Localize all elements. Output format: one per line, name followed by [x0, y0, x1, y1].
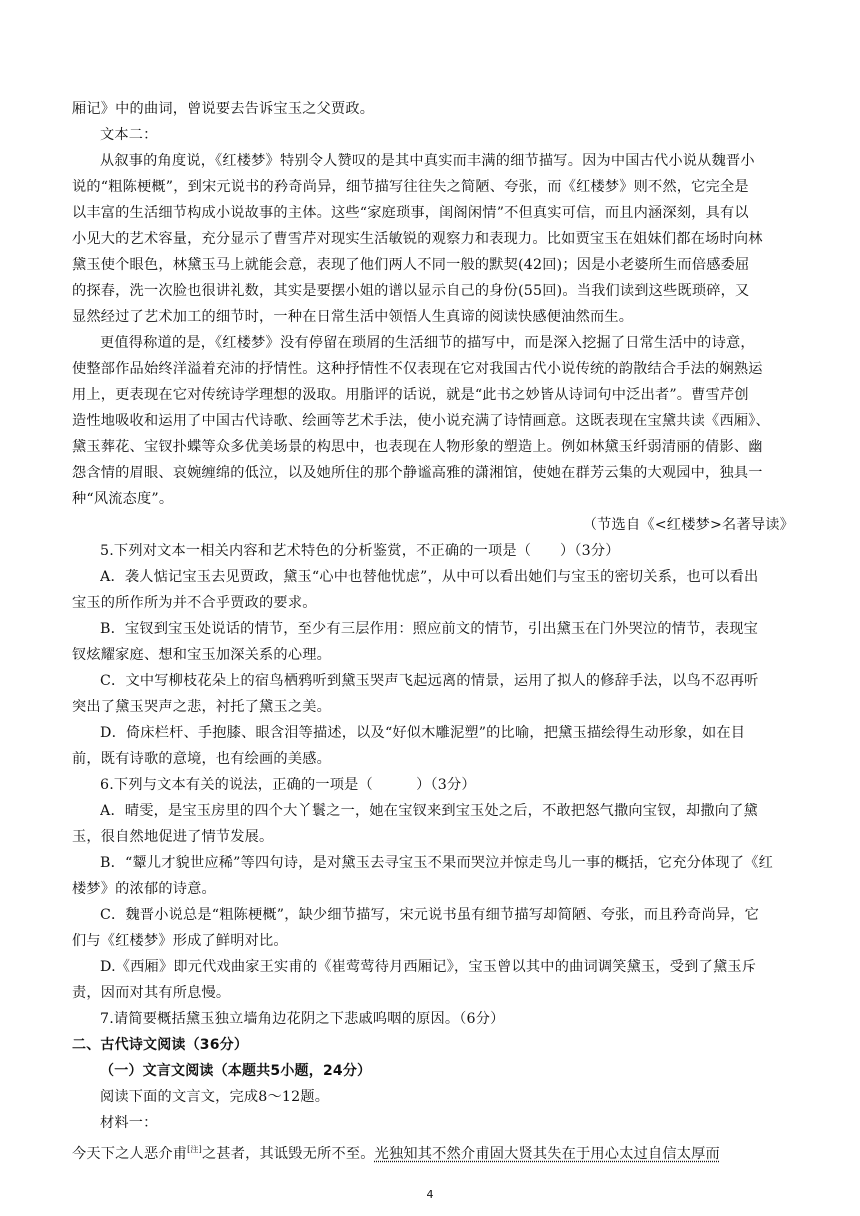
- q6-option-d-cont: 责，因而对其有所息慢。: [72, 985, 231, 1001]
- question-7: 7.请简要概括黛玉独立墙角边花阴之下悲戚呜咽的原因。（6分）: [100, 1011, 505, 1027]
- text2-p1-line: 说的“粗陈梗概”，到宋元说书的矜奇尚异，细节描写往往失之简陋、夸张，而《红楼梦》则不然，它完全是: [72, 179, 749, 195]
- q5-option-b-cont: 钗炫耀家庭、想和宝玉加深关系的心理。: [72, 647, 331, 663]
- text2-p1-line: 显然经过了艺术加工的细节时，一种在日常生活中领悟人生真谛的阅读快感便油然而生。: [72, 309, 634, 325]
- material-1-label: 材料一：: [100, 1115, 158, 1131]
- footnote-marker: [注]: [187, 1145, 202, 1154]
- text2-p1-line: 的探春，洗一次脸也很讲礼数，其实是要摆小姐的谱以显示自己的身份(55回)。当我们读到这些既琐碎，又: [72, 283, 750, 299]
- q5-option-d-cont: 前，既有诗歌的意境，也有绘画的美感。: [72, 751, 331, 767]
- text2-heading: 文本二：: [100, 127, 158, 143]
- q6-option-b: B．“颦儿才貌世应稀”等四句诗，是对黛玉去寻宝玉不果而哭泣并惊走鸟儿一事的概括，它充分体现了《红: [100, 855, 773, 871]
- q6-option-a: A．晴雯，是宝玉房里的四个大丫鬟之一，她在宝钗来到宝玉处之后，不敢把怒气撒向宝钗，却撒向了黛: [100, 803, 758, 819]
- q5-option-c-cont: 突出了黛玉哭声之悲，衬托了黛玉之美。: [72, 699, 331, 715]
- material-1-text-b: 之甚者，其诋毁无所不至。: [201, 1146, 375, 1162]
- q5-option-a-cont: 宝玉的所作所为并不合乎贾政的要求。: [72, 595, 317, 611]
- text2-p1-line: 从叙事的角度说，《红楼梦》特别令人赞叹的是其中真实而丰满的细节描写。因为中国古代小说从魏晋小: [100, 153, 755, 169]
- material-1-text-a: 今天下之人恶介甫: [72, 1146, 188, 1162]
- text2-p1-line: 小见大的艺术容量，充分显示了曹雪芹对现实生活敏锐的观察力和表现力。比如贾宝玉在姐妹们都在场时向林: [72, 231, 763, 247]
- text2-p2-line: 怨含情的眉眼、哀婉缠绵的低泣，以及她所住的那个静谧高雅的潇湘馆，使她在群芳云集的大观园中，独具一: [72, 465, 763, 481]
- q6-option-c: C．魏晋小说总是“粗陈梗概”，缺少细节描写，宋元说书虽有细节描写却简陋、夸张，而且矜奇尚异，它: [100, 907, 760, 923]
- underlined-sentence: 光独知其不然介甫固大贤其失在于用心太过自信太厚而: [374, 1146, 720, 1162]
- source-citation: （节选自《<红楼梦>名著导读》: [582, 517, 794, 533]
- q6-option-b-cont: 楼梦》的浓郁的诗意。: [72, 881, 216, 897]
- question-5-stem: 5.下列对文本一相关内容和艺术特色的分析鉴赏，不正确的一项是（ ）（3分）: [100, 543, 620, 559]
- text2-p1-line: 以丰富的生活细节构成小说故事的主体。这些“家庭琐事，闺阁闲情”不但真实可信，而且内涵深刻，具有以: [72, 205, 749, 221]
- q6-option-c-cont: 们与《红楼梦》形成了鲜明对比。: [72, 933, 288, 949]
- question-6-stem: 6.下列与文本有关的说法，正确的一项是（ ）（3分）: [100, 777, 476, 793]
- q5-option-c: C．文中写柳枝花朵上的宿鸟栖鸦听到黛玉哭声飞起远离的情景，运用了拟人的修辞手法，以鸟不忍再听: [100, 673, 759, 689]
- text2-p2-line: 用上，更表现在它对传统诗学理想的汲取。用脂评的话说，就是“此书之妙皆从诗词句中泛出者”。曹雪芹创: [72, 387, 749, 403]
- text2-p2-line: 更值得称道的是，《红楼梦》没有停留在琐屑的生活细节的描写中，而是深入挖掘了日常生活中的诗意，: [100, 335, 755, 351]
- text2-p2-line: 种“风流态度”。: [72, 491, 174, 507]
- q5-option-d: D．倚床栏杆、手抱膝、眼含泪等描述，以及“好似木雕泥塑”的比喻，把黛玉描绘得生动形象，如在目: [100, 725, 746, 741]
- section-2-heading: 二、古代诗文阅读（36分）: [72, 1037, 249, 1053]
- material-1-first-line: [72, 1139, 794, 1165]
- page-number: 4: [426, 1188, 434, 1201]
- subsection-heading: （一）文言文阅读（本题共5小题，24分）: [100, 1063, 372, 1079]
- text2-p2-line: 使整部作品始终洋溢着充沛的抒情性。这种抒情性不仅表现在它对我国古代小说传统的韵散结合手法的娴熟运: [72, 361, 763, 377]
- instructions: 阅读下面的文言文，完成8～12题。: [100, 1089, 330, 1105]
- text2-p2-line: 黛玉葬花、宝钗扑蝶等众多优美场景的构思中，也表现在人物形象的塑造上。例如林黛玉纤弱清丽的倩影、幽: [72, 439, 763, 455]
- q6-option-a-cont: 玉，很自然地促进了情节发展。: [72, 829, 274, 845]
- q6-option-d: D.《西厢》即元代戏曲家王实甫的《崔莺莺待月西厢记》，宝玉曾以其中的曲词调笑黛玉，受到了黛玉斥: [100, 959, 757, 975]
- text2-p1-line: 黛玉使个眼色，林黛玉马上就能会意，表现了他们两人不同一般的默契(42回)；因是小老婆所生而倍感委屈: [72, 257, 750, 273]
- text2-p2-line: 造性地吸收和运用了中国古代诗歌、绘画等艺术手法，使小说充满了诗情画意。这既表现在宝黛共读《西厢》、: [72, 413, 770, 429]
- q5-option-a: A．袭人惦记宝玉去见贾政，黛玉“心中也替他忧虑”，从中可以看出她们与宝玉的密切关系，也可以看出: [100, 569, 759, 585]
- text1-tail: 厢记》中的曲词，曾说要去告诉宝玉之父贾政。: [72, 101, 375, 117]
- q5-option-b: B．宝钗到宝玉处说话的情节，至少有三层作用：照应前文的情节，引出黛玉在门外哭泣的情节，表现宝: [100, 621, 759, 637]
